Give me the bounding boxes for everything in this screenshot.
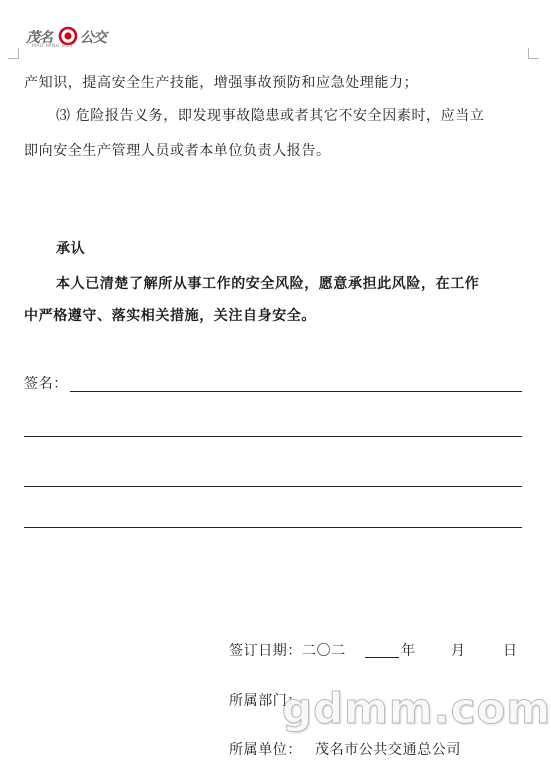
unit-label: 所属单位： <box>229 742 302 758</box>
acknowledgement-text: 本人已清楚了解所从事工作的安全风险，愿意承担此风险，在工作 <box>56 276 480 292</box>
signature-label: 签名： <box>24 376 68 392</box>
body-text-line: ⑶ 危险报告义务，即发现事故隐患或者其它不安全因素时，应当立 <box>56 108 485 124</box>
year-label: 年 <box>401 643 416 659</box>
signature-line <box>24 486 522 487</box>
month-label: 月 <box>451 643 466 659</box>
unit-value: 茂名市公共交通总公司 <box>315 742 461 758</box>
margin-corner-mark <box>528 48 539 59</box>
body-text-line: 即向安全生产管理人员或者本单位负责人报告。 <box>24 143 331 159</box>
logo-text: 茂名 <box>26 30 52 46</box>
signature-line <box>24 436 522 437</box>
margin-corner-mark <box>8 48 19 59</box>
year-blank-line <box>365 657 399 658</box>
site-watermark: gdmm.com <box>282 684 551 733</box>
date-label: 签订日期：二〇二 <box>229 643 346 659</box>
department-label: 所属部门： <box>229 693 302 709</box>
logo-subtitle: MAO MING BUS <box>32 44 73 49</box>
logo-emblem-icon <box>58 26 78 46</box>
logo-text: 公交 <box>80 30 106 46</box>
acknowledgement-title: 承认 <box>56 241 86 257</box>
body-text-line: 产知识，提高安全生产技能，增强事故预防和应急处理能力； <box>24 75 419 91</box>
company-logo <box>26 24 110 50</box>
signature-line <box>70 391 522 392</box>
signature-line <box>24 527 522 528</box>
day-label: 日 <box>503 643 518 659</box>
acknowledgement-text: 中严格遵守、落实相关措施，关注自身安全。 <box>24 308 316 324</box>
